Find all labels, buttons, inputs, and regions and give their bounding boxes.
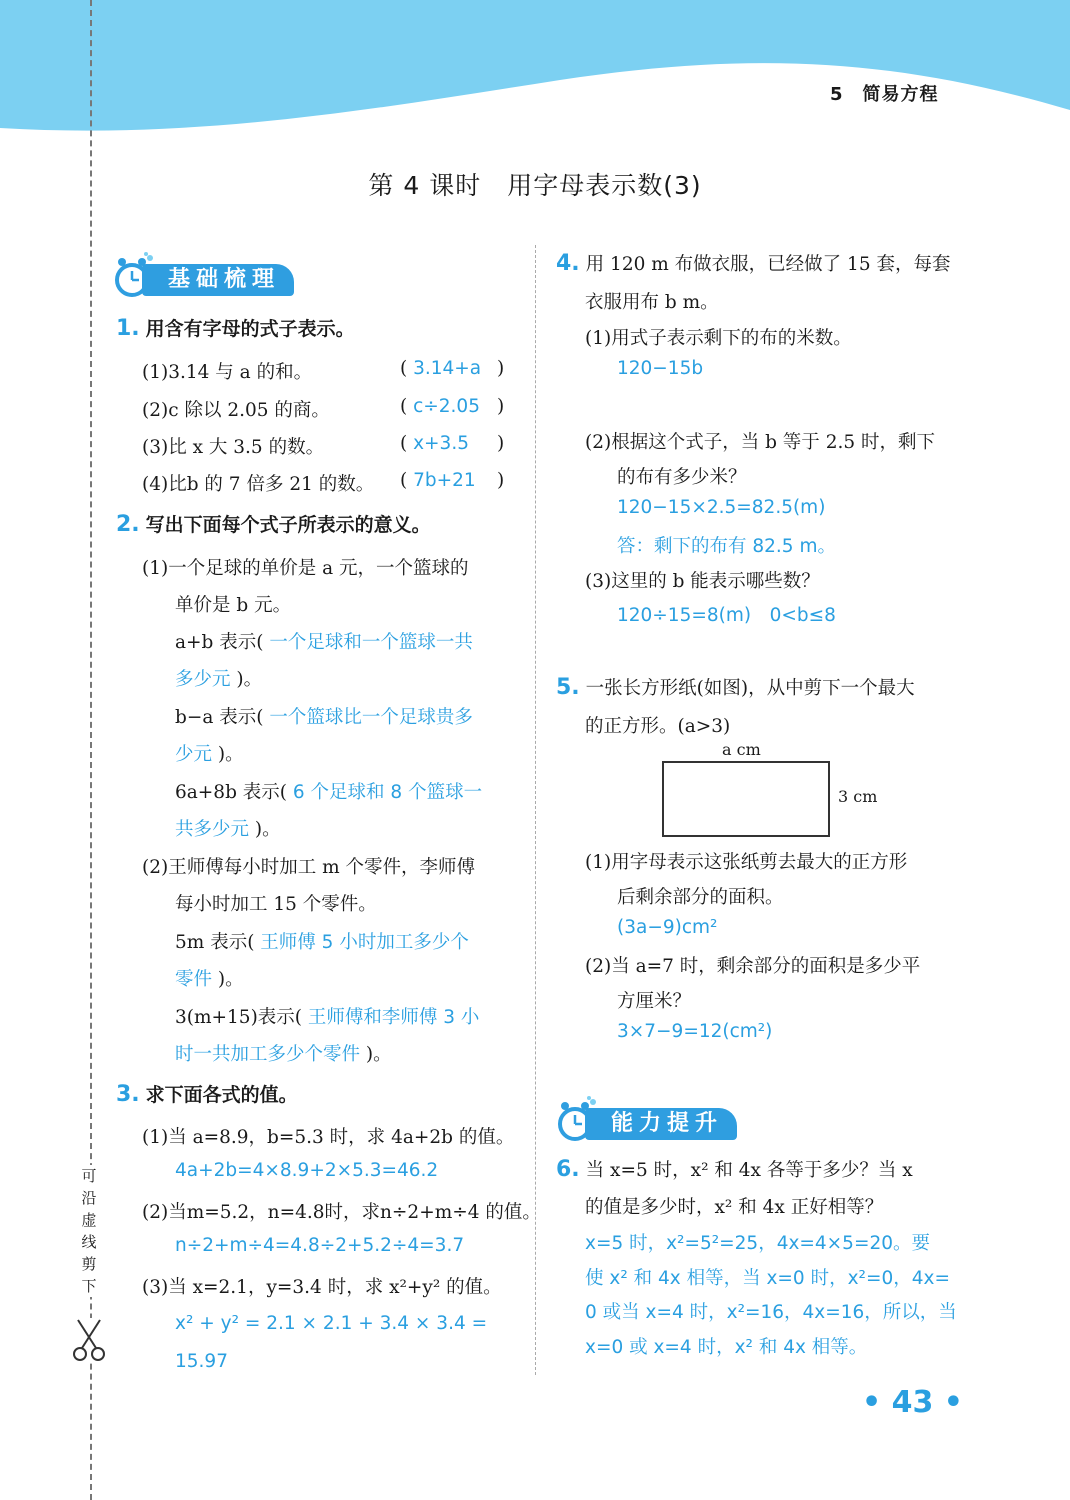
q4-answer1: 120−15b bbox=[617, 358, 704, 379]
figure-top-label: a cm bbox=[722, 740, 761, 759]
cut-instruction: 可 沿 虚 线 剪 下 bbox=[78, 1165, 100, 1297]
question-number: 5. bbox=[556, 675, 580, 700]
q1-item-1: (1)3.14 与 a 的和。 bbox=[142, 362, 313, 383]
q2-expr1: a+b 表示( 一个足球和一个篮球一共 bbox=[175, 632, 473, 653]
q2-expr3-cont: 共多少元 )。 bbox=[175, 819, 281, 840]
q5-answer1: (3a−9)cm² bbox=[617, 917, 718, 938]
q4-answer2-line1: 120−15×2.5=82.5(m) bbox=[617, 497, 826, 518]
q4-part2-line1: (2)根据这个式子，当 b 等于 2.5 时，剩下 bbox=[585, 432, 935, 453]
q4-answer2-line2: 答：剩下的布有 82.5 m。 bbox=[617, 536, 836, 557]
q2-expr2-cont: 少元 )。 bbox=[175, 744, 244, 765]
q2-expr1-cont: 多少元 )。 bbox=[175, 669, 263, 690]
header-wave-band bbox=[0, 0, 1070, 140]
q2-expr4: 5m 表示( 王师傅 5 小时加工多少个 bbox=[175, 932, 469, 953]
q5-part1-line1: (1)用字母表示这张纸剪去最大的正方形 bbox=[585, 852, 908, 873]
section-badge-basic bbox=[112, 260, 302, 296]
q4-part1: (1)用式子表示剩下的布的米数。 bbox=[585, 328, 852, 349]
q2-expr5: 3(m+15)表示( 王师傅和李师傅 3 小 bbox=[175, 1007, 480, 1028]
question-number: 3. bbox=[116, 1082, 140, 1107]
q5-part2-line2: 方厘米？ bbox=[617, 991, 692, 1012]
rectangle-figure bbox=[662, 761, 830, 837]
q3-answer3-line1: x² + y² = 2.1 × 2.1 + 3.4 × 3.4 = bbox=[175, 1313, 488, 1334]
figure-side-label: 3 cm bbox=[838, 787, 878, 806]
q6-answer-line2: 使 x² 和 4x 相等，当 x=0 时，x²=0，4x= bbox=[585, 1268, 950, 1289]
chapter-label: 5 简易方程 bbox=[830, 84, 939, 105]
q5-answer2: 3×7−9=12(cm²) bbox=[617, 1021, 773, 1042]
q3-part3: (3)当 x=2.1，y=3.4 时，求 x²+y² 的值。 bbox=[142, 1277, 502, 1298]
q2-expr3: 6a+8b 表示( 6 个足球和 8 个篮球一 bbox=[175, 782, 483, 803]
q1-answer-3: ( x+3.5 ) bbox=[400, 433, 505, 454]
section-badge-label: 基础梳理 bbox=[142, 264, 294, 296]
q4-part3: (3)这里的 b 能表示哪些数？ bbox=[585, 571, 820, 592]
section-badge-ability bbox=[555, 1104, 745, 1140]
q3-answer2: n÷2+m÷4=4.8÷2+5.2÷4=3.7 bbox=[175, 1235, 465, 1256]
q2-part1-line2: 单价是 b 元。 bbox=[175, 595, 292, 616]
question-number: 2. bbox=[116, 512, 140, 537]
q2-part1-line1: (1)一个足球的单价是 a 元，一个篮球的 bbox=[142, 558, 469, 579]
question-number: 6. bbox=[556, 1157, 580, 1182]
q1-answer-1: ( 3.14+a ) bbox=[400, 358, 505, 379]
section-badge-label: 能力提升 bbox=[585, 1108, 737, 1140]
q2-expr4-cont: 零件 )。 bbox=[175, 969, 244, 990]
q1-answer-2: ( c÷2.05 ) bbox=[400, 396, 505, 417]
lesson-title: 第 4 课时 用字母表示数(3) bbox=[368, 171, 702, 200]
q5-stem-line1: 5. 一张长方形纸(如图)，从中剪下一个最大 bbox=[556, 675, 915, 700]
q4-stem-line1: 4. 用 120 m 布做衣服，已经做了 15 套，每套 bbox=[556, 251, 951, 276]
question-title: 求下面各式的值。 bbox=[145, 1084, 298, 1106]
q1-item-2: (2)c 除以 2.05 的商。 bbox=[142, 400, 330, 421]
q4-part2-line2: 的布有多少米？ bbox=[617, 467, 747, 488]
q3-part2: (2)当m=5.2，n=4.8时，求n÷2+m÷4 的值。 bbox=[142, 1202, 541, 1223]
q1-item-3: (3)比 x 大 3.5 的数。 bbox=[142, 437, 325, 458]
q6-stem-line1: 6. 当 x=5 时，x² 和 4x 各等于多少？当 x bbox=[556, 1157, 913, 1182]
q2-heading bbox=[116, 510, 431, 537]
q1-heading bbox=[116, 314, 355, 341]
question-number: 4. bbox=[556, 251, 580, 276]
q6-answer-line1: x=5 时，x²=5²=25，4x=4×5=20。要 bbox=[585, 1233, 930, 1254]
q1-answer-4: ( 7b+21 ) bbox=[400, 470, 505, 491]
q3-answer3-line2: 15.97 bbox=[175, 1351, 228, 1372]
q1-item-4: (4)比b 的 7 倍多 21 的数。 bbox=[142, 474, 375, 495]
q3-heading bbox=[116, 1080, 298, 1107]
question-number: 1. bbox=[116, 316, 140, 341]
q4-stem-line2: 衣服用布 b m。 bbox=[585, 292, 719, 313]
q2-part2-line2: 每小时加工 15 个零件。 bbox=[175, 894, 377, 915]
q4-answer3: 120÷15=8(m) 0<b≤8 bbox=[617, 605, 836, 626]
q2-expr2: b−a 表示( 一个篮球比一个足球贵多 bbox=[175, 707, 473, 728]
q3-answer1: 4a+2b=4×8.9+2×5.3=46.2 bbox=[175, 1160, 439, 1181]
q5-stem-line2: 的正方形。(a>3) bbox=[585, 716, 731, 737]
question-title: 写出下面每个式子所表示的意义。 bbox=[145, 514, 431, 536]
q2-expr5-cont: 时一共加工多少个零件 )。 bbox=[175, 1044, 392, 1065]
q6-answer-line4: x=0 或 x=4 时，x² 和 4x 相等。 bbox=[585, 1337, 868, 1358]
q6-answer-line3: 0 或当 x=4 时，x²=16，4x=16，所以，当 bbox=[585, 1302, 957, 1323]
scissors-icon bbox=[70, 1318, 108, 1362]
q5-part1-line2: 后剩余部分的面积。 bbox=[617, 887, 784, 908]
q5-part2-line1: (2)当 a=7 时，剩余部分的面积是多少平 bbox=[585, 956, 921, 977]
q6-stem-line2: 的值是多少时，x² 和 4x 正好相等？ bbox=[585, 1197, 884, 1218]
q2-part2-line1: (2)王师傅每小时加工 m 个零件，李师傅 bbox=[142, 857, 476, 878]
q3-part1: (1)当 a=8.9，b=5.3 时，求 4a+2b 的值。 bbox=[142, 1127, 515, 1148]
page-number: • 43 • bbox=[862, 1385, 963, 1420]
question-title: 用含有字母的式子表示。 bbox=[145, 318, 355, 340]
